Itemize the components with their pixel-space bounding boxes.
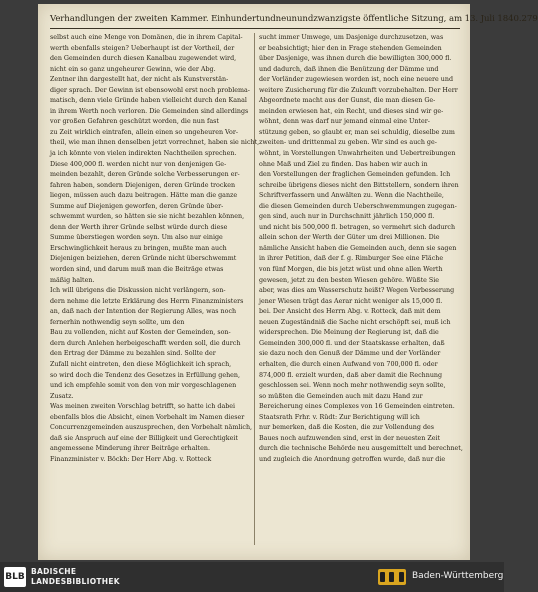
text-line: Summe auf Diejenigen geworfen, deren Gründe über- <box>50 202 224 210</box>
text-line: er beabsichtigt; hier den in Frage stehenden Gemeinden <box>259 44 442 52</box>
text-line: an, daß nach der Intention der Regierung Alles, was noch <box>50 308 237 316</box>
library-footer-bar <box>0 562 504 592</box>
text-line: Schriftverfassern und Anwälten zu. Wenn die Nachtheile, <box>259 192 444 200</box>
text-line: daß sie Anspruch auf eine der Billigkeit und Gerechtigkeit <box>50 434 238 442</box>
document-page <box>38 4 538 560</box>
text-line: denn der Werth ihrer Gründe selbst würde durch diese <box>50 223 228 231</box>
text-line: schwemmt wurden, so hätten sie sie nicht bezahlen können, <box>50 213 245 221</box>
text-line: gen sind, auch nur in Durchschnitt jährlich 150,000 fl. <box>259 213 435 221</box>
text-line: weitere Zusicherung für die Zukunft vorzubehalten. Der Herr <box>259 86 458 94</box>
text-line: Zentner ihn dargestellt hat, der nicht als Kunstverstän- <box>50 76 229 84</box>
text-line: den Vorstellungen der fraglichen Gemeinden gefunden. Ich <box>259 171 451 179</box>
text-line: sucht immer Umwege, um Dasjenige durchzusetzen, was <box>259 34 444 41</box>
text-line: fahren haben, sondern Diejenigen, deren Gründe trocken <box>50 181 236 189</box>
text-line: und ich empfehle somit von den von mir vorgeschlagenen <box>50 382 237 390</box>
text-line: bei. Der Ansicht des Herrn Abg. v. Rotteck, daß mit dem <box>259 308 441 316</box>
text-line: worden sind, und darum muß man die Beiträge etwas <box>50 266 224 274</box>
library-name-line-2: LANDESBIBLIOTHEK <box>31 577 120 586</box>
text-line: schreibe übrigens dieses nicht den Bittstellern, sondern ihren <box>259 181 459 189</box>
text-line: mäßig halten. <box>50 276 95 284</box>
text-line: Gemeinden 300,000 fl. und der Staatskasse erhalten, daß <box>259 339 445 347</box>
text-line: Erschwinglichkeit heraus zu bringen, mußte man auch <box>50 244 227 252</box>
text-line: Ich will übrigens die Diskussion nicht verlängern, son- <box>50 287 226 295</box>
text-line: Staatsrath Frhr. v. Rüdt: Zur Berichtigung will ich <box>259 413 420 421</box>
text-line: nicht ein so ganz ungeheurer Gewinn, wie der Abg. <box>50 65 216 73</box>
header-rule <box>50 28 460 29</box>
text-line: die diesen Gemeinden durch Ueberschwemmungen zugegan- <box>259 202 457 210</box>
text-line: allein schon der Werth der Güter um drei Millionen. Die <box>259 234 440 242</box>
lion-icon <box>380 572 385 582</box>
text-line: den Gemeinden durch diesen Kanalbau zugewendet wird, <box>50 55 237 63</box>
text-line: der Vorländer zugewiesen worden ist, noch eine neuere und <box>259 76 454 84</box>
text-line: widersprechen. Die Meinung der Regierung ist, daß die <box>259 329 439 337</box>
text-line: und dadurch, daß ihnen die Benützung der Dämme und <box>259 65 439 73</box>
column-divider <box>254 33 255 545</box>
text-line: und nicht bis 500,000 fl. betragen, so vermehrt sich dadurch <box>259 223 456 231</box>
text-line: Diejenigen beiziehen, deren Gründe nicht überschwemmt <box>50 255 237 263</box>
library-name <box>31 567 120 587</box>
text-line: liegen, müssen auch dazu beitragen. Hätte man die ganze <box>50 192 238 200</box>
text-line: von fünf Morgen, die bis jetzt wüst und ohne allen Werth <box>259 266 443 274</box>
right-column <box>259 33 463 465</box>
lion-icon <box>389 572 394 582</box>
text-line: jener Wiesen trägt das Aerar nicht weniger als 15,000 fl. <box>259 297 443 305</box>
text-line: in ihrem Werth noch verloren. Die Gemeinden sind allerdings <box>50 107 249 115</box>
text-line: fernerhin nothwendig seyn sollte, um den <box>50 318 185 326</box>
text-line: durch die technische Behörde neu ausgemittelt und berechnet, <box>259 445 463 453</box>
text-line: matisch, denn viele Gründe haben vielleicht durch den Kanal <box>50 97 247 105</box>
state-name: Baden-Württemberg <box>412 571 504 581</box>
text-line: wöhnt, denn was darf nur jemand einmal eine Unter- <box>259 118 430 126</box>
text-line: vor großen Gefahren geschützt worden, die nun fast <box>50 118 219 126</box>
text-line: wöhnt, in Vorstellungen Unwahrheiten und Uebertreibungen <box>259 150 456 158</box>
text-line: so wird doch die Tendenz des Gesetzes in Erfüllung gehen, <box>50 371 241 379</box>
lion-icon <box>399 572 404 582</box>
blb-logo[interactable]: BLB <box>4 567 26 587</box>
text-line: selbst auch eine Menge von Domänen, die in ihrem Capital- <box>50 34 243 41</box>
text-line: Abgeordnete macht aus der Gunst, die man diesen Ge- <box>259 97 436 105</box>
text-line: ohne Maß und Ziel zu finden. Das haben wir auch in <box>259 160 428 168</box>
text-line: Finanzminister v. Böckh: Der Herr Abg. v. Rotteck <box>50 455 212 463</box>
text-line: 874,000 fl. erzielt wurden, daß aber damit die Rechnung <box>259 371 443 379</box>
text-line: zweiten- und drittenmal zu geben. Wir sind es auch ge- <box>259 139 437 147</box>
text-line: dern durch Anlehen herbeigeschafft werden soll, die durch <box>50 339 241 347</box>
text-line: dern nehme die letzte Erklärung des Herrn Finanzministers <box>50 297 244 305</box>
left-column <box>50 33 260 465</box>
text-line: Was meinen zweiten Vorschlag betrifft, so hatte ich dabei <box>50 403 236 411</box>
text-line: Zusatz. <box>50 392 74 400</box>
text-line: neuen Zugeständniß die Sache nicht erschöpft sei, muß ich <box>259 318 451 326</box>
text-line: Bau zu vollenden, nicht auf Kosten der Gemeinden, son- <box>50 329 231 337</box>
text-line: nämliche Ansicht haben die Gemeinden auch, denn sie sagen <box>259 244 457 252</box>
state-lions-icon[interactable] <box>378 569 406 585</box>
text-line: Zufall nicht eintreten, den diese Möglichkeit ich sprach, <box>50 360 232 368</box>
text-line: in ihrer Petition, daß der f. g. Rimburger See eine Fläche <box>259 255 444 263</box>
text-line: ja ich könnte von vielen indirekten Nachtheilen sprechen. <box>50 150 237 158</box>
text-line: Bereicherung eines Complexes von 16 Gemeinden eintreten. <box>259 403 455 411</box>
text-line: meinden bezahlt, deren Gründe solche Verbesserungen er- <box>50 171 240 179</box>
text-line: aber, was dies am Wasserschutz heißt? Wegen Verbesserung <box>259 287 455 295</box>
text-line: den Ertrag der Dämme zu bezahlen sind. Sollte der <box>50 350 216 358</box>
text-line: und zugleich die Anordnung getroffen wurde, daß nur die <box>259 455 446 463</box>
text-line: geschlossen sei. Wenn noch mehr nothwendig seyn sollte, <box>259 382 446 390</box>
text-line: zu Zeit wirklich eintrafen, allein einen so ungeheuren Vor- <box>50 128 239 136</box>
header-title: Verhandlungen der zweiten Kammer. Einhundertundneunundzwanzigste öffentliche Sitzung, am 13. Juli 1840. <box>50 14 522 24</box>
text-line: meinden erwiesen hat, ein Recht, und dieses sind wir ge- <box>259 107 444 115</box>
text-line: angemessene Minderung ihrer Beiträge erhalten. <box>50 445 210 453</box>
text-line: werth ebenfalls steigen? Ueberhaupt ist der Vortheil, der <box>50 44 235 52</box>
text-line: gewesen, jetzt zu den besten Wiesen gehöre. Wüßte Sie <box>259 276 440 284</box>
text-line: nur bemerken, daß die Kosten, die zur Vollendung des <box>259 424 435 432</box>
text-line: stützung geben, so glaubt er, man sei schuldig, dieselbe zum <box>259 128 455 136</box>
text-line: Baues noch aufzuwenden sind, erst in der neuesten Zeit <box>259 434 441 442</box>
text-line: so müßten die Gemeinden auch mit dazu Hand zur <box>259 392 423 400</box>
library-name-line-1: BADISCHE <box>31 567 77 576</box>
text-line: Diese 400,000 fl. werden nicht nur von denjenigen Ge- <box>50 160 227 168</box>
page-number: 279 <box>521 14 538 24</box>
text-line: ebenfalls blos die Absicht, einen Vorbehalt im Namen dieser <box>50 413 245 421</box>
text-line: theil, wie man ihnen denselben jetzt vorrechnet, haben sie nicht, <box>50 139 260 147</box>
text-line: Concurrenzgemeinden auszusprechen, den Vorbehalt nämlich, <box>50 424 253 432</box>
text-line: Summe überstiegen worden seyn. Um also nur einige <box>50 234 223 242</box>
text-line: über Dasjenige, was ihnen durch die bewilligten 300,000 fl. <box>259 55 452 63</box>
text-line: erhalten, die durch einen Aufwand von 700,000 fl. oder <box>259 360 438 368</box>
text-line: diger sprach. Der Gewinn ist ebensowohl erst noch problema- <box>50 86 250 94</box>
text-line: sie dazu noch den Genuß der Dämme und der Vorländer <box>259 350 441 358</box>
